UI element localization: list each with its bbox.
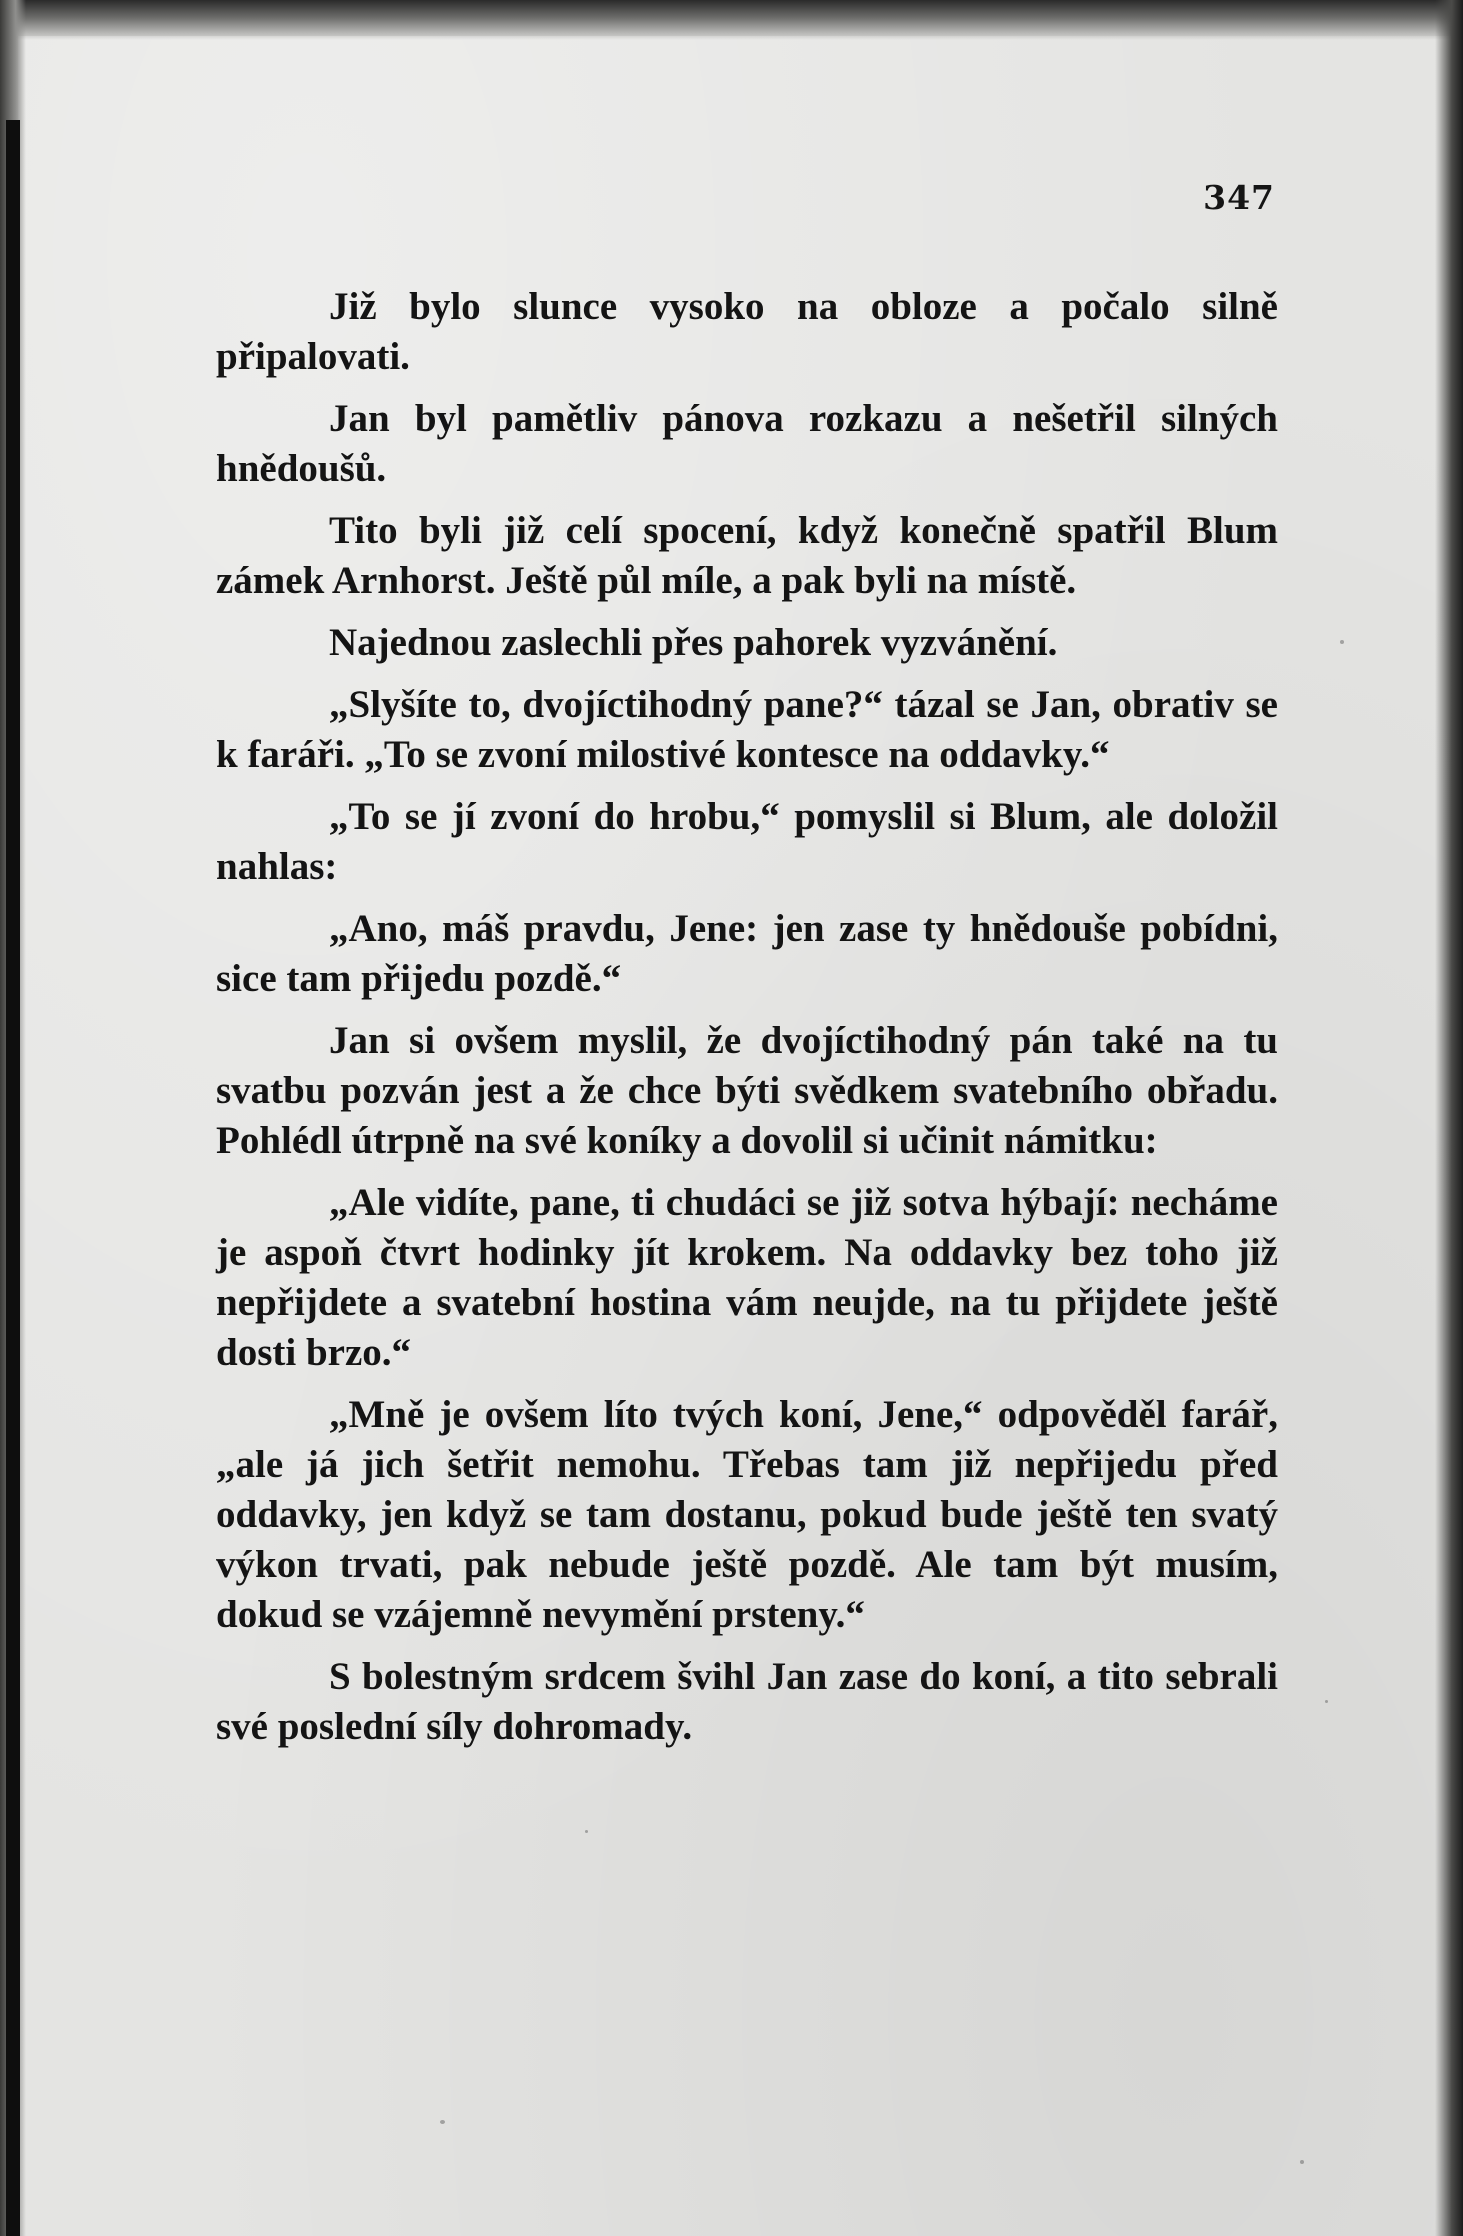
paragraph: Již bylo slunce vysoko na obloze a počalo silně připalovati.: [216, 285, 1278, 378]
paragraph: Tito byli již celí spocení, když konečně spatřil Blum zámek Arnhorst. Ještě půl míle, a pak byli na místě.: [216, 509, 1278, 602]
paper-speck: [1300, 2160, 1304, 2164]
paper-speck: [585, 1830, 588, 1833]
paragraph: „Slyšíte to, dvojíctihodný pane?“ tázal se Jan, obrativ se k faráři. „To se zvoní milostivé kontesce na oddavky.“: [216, 683, 1278, 776]
paragraph: „To se jí zvoní do hrobu,“ pomyslil si Blum, ale doložil nahlas:: [216, 795, 1278, 888]
body-text: [216, 282, 1278, 1752]
page-number: 347: [1203, 178, 1275, 217]
paragraph: Jan si ovšem myslil, že dvojíctihodný pán také na tu svatbu pozván jest a že chce býti svědkem svatebního obřadu. Pohlédl útrpně na své koníky a dovolil si učinit námitku:: [216, 1019, 1278, 1162]
paragraph: Jan byl pamětliv pánova rozkazu a nešetřil silných hnědoušů.: [216, 397, 1278, 490]
paper-speck: [1325, 1700, 1328, 1703]
paragraph: Najednou zaslechli přes pahorek vyzvánění.: [329, 621, 1058, 664]
paragraph: „Mně je ovšem líto tvých koní, Jene,“ odpověděl farář, „ale já jich šetřit nemohu. Třebas tam již nepřijedu před oddavky, jen když se tam dostanu, pokud bude ještě ten svatý výkon trvati, pak nebude ještě pozdě. Ale tam být musím, dokud se vzájemně nevymění prsteny.“: [216, 1393, 1278, 1636]
paragraph: „Ano, máš pravdu, Jene: jen zase ty hnědouše pobídni, sice tam přijedu pozdě.“: [216, 907, 1278, 1000]
paper-speck: [1340, 640, 1344, 644]
paper-speck: [440, 2120, 445, 2124]
paragraph: „Ale vidíte, pane, ti chudáci se již sotva hýbají: necháme je aspoň čtvrt hodinky jít krokem. Na oddavky bez toho již nepřijdete a svatební hostina vám neujde, na tu přijdete ještě dosti brzo.“: [216, 1181, 1278, 1374]
top-scan-shadow: [0, 0, 1463, 40]
right-scan-shadow: [1435, 0, 1463, 2236]
paragraph: S bolestným srdcem švihl Jan zase do koní, a tito sebrali své poslední síly dohromady.: [216, 1655, 1278, 1748]
book-spine-edge: [6, 120, 20, 2236]
